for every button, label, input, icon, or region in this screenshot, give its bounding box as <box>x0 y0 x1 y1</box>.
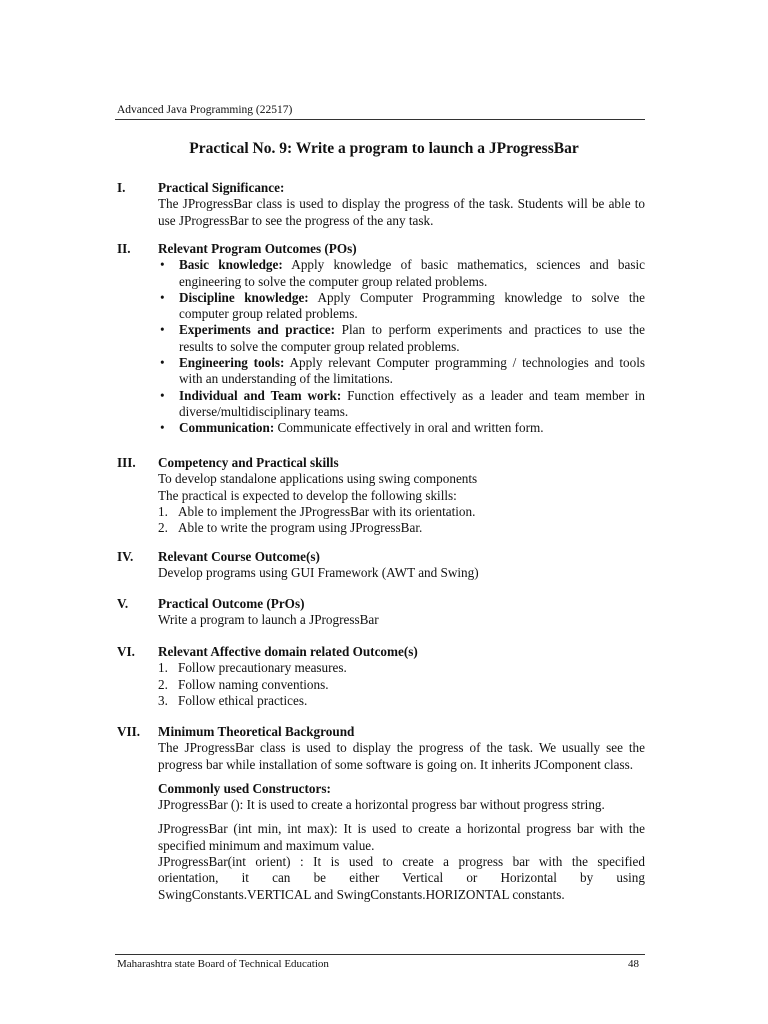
section-heading: Relevant Course Outcome(s) <box>158 549 320 564</box>
list-item: 2. Follow naming conventions. <box>158 676 329 692</box>
section-affective-domain <box>117 644 645 709</box>
section-text: The JProgressBar class is used to display the progress of the task. We usually see the progress bar while installation of some software is going on. It inherits JComponent class. <box>158 740 645 772</box>
outcome-text: Communicate effectively in oral and written form. <box>274 420 544 436</box>
section-number: V. <box>117 596 129 611</box>
section-theoretical-background <box>117 724 645 903</box>
outcome-text: Apply Computer Programming knowledge to solve the computer group related problems. <box>179 289 645 322</box>
section-course-outcome <box>117 549 645 582</box>
section-number: VI. <box>117 644 135 659</box>
section-number: I. <box>117 180 126 195</box>
outcome-text: Plan to perform experiments and practices to use the results to solve the computer group related problems. <box>179 322 645 354</box>
running-header: Advanced Java Programming (22517) <box>117 104 293 116</box>
section-practical-significance <box>117 180 645 229</box>
outcome-label: Basic knowledge: <box>179 257 283 273</box>
skills-list <box>158 504 645 537</box>
section-heading: Practical Significance: <box>158 180 285 195</box>
outcome-item <box>158 290 645 323</box>
section-number: II. <box>117 241 131 256</box>
section-text: To develop standalone applications using swing components <box>158 471 478 487</box>
constructor-description: SwingConstants.VERTICAL and SwingConstants.HORIZONTAL constants. <box>158 886 565 902</box>
list-item: 3. Follow ethical practices. <box>158 692 308 708</box>
section-heading: Competency and Practical skills <box>158 455 339 470</box>
section-text: The JProgressBar class is used to display the progress of the task. Students will be able to use JProgressBar to see the progress of the any task. <box>158 196 645 228</box>
page-number: 48 <box>628 958 639 970</box>
outcome-item <box>158 355 645 388</box>
section-heading: Practical Outcome (PrOs) <box>158 596 305 611</box>
footer-rule <box>115 954 645 955</box>
list-item: 2. Able to write the program using JProgressBar. <box>158 520 423 536</box>
section-number: III. <box>117 455 136 470</box>
section-number: VII. <box>117 724 141 739</box>
section-heading: Relevant Affective domain related Outcome(s) <box>158 644 418 659</box>
outcome-label: Individual and Team work: <box>179 387 342 403</box>
constructor-description: JProgressBar (int min, int max): It is used to create a horizontal progress bar with the specified minimum and maximum value. <box>158 821 645 853</box>
section-heading: Minimum Theoretical Background <box>158 724 355 739</box>
section-number: IV. <box>117 549 134 564</box>
section-competency <box>117 455 645 536</box>
outcome-label: Experiments and practice: <box>179 322 336 338</box>
affective-list <box>158 660 645 709</box>
outcome-label: Discipline knowledge: <box>179 289 309 305</box>
outcome-item <box>158 322 645 355</box>
constructor-description: JProgressBar(int orient) : It is used to create a progress bar with the specified <box>158 854 645 870</box>
outcome-text: Apply knowledge of basic mathematics, sciences and basic engineering to solve the computer group related problems. <box>179 257 646 289</box>
outcome-item <box>158 257 645 290</box>
practical-title: Practical No. 9: Write a program to launch a JProgressBar <box>189 140 579 157</box>
outcome-text: Apply relevant Computer programming / technologies and tools with an understanding of the limitations. <box>179 355 645 387</box>
section-text: The practical is expected to develop the following skills: <box>158 487 457 503</box>
outcome-label: Engineering tools: <box>179 355 285 371</box>
section-heading: Relevant Program Outcomes (POs) <box>158 241 357 256</box>
list-item: 1. Follow precautionary measures. <box>158 660 347 676</box>
constructor-description: JProgressBar (): It is used to create a horizontal progress bar without progress string. <box>158 797 605 813</box>
section-text: Develop programs using GUI Framework (AWT and Swing) <box>158 565 479 581</box>
outcome-text: Function effectively as a leader and team member in diverse/multidisciplinary teams. <box>179 387 645 419</box>
header-rule <box>115 119 645 120</box>
constructor-description: orientation, it can be either Vertical or Horizontal by using <box>158 870 645 886</box>
outcome-item <box>158 388 645 421</box>
list-item: 1. Able to implement the JProgressBar with its orientation. <box>158 503 476 519</box>
program-outcomes-list <box>158 257 645 436</box>
section-practical-outcome <box>117 596 645 629</box>
outcome-label: Communication: <box>179 420 275 436</box>
footer-board: Maharashtra state Board of Technical Education <box>117 958 329 970</box>
outcome-item <box>158 420 645 436</box>
section-text: Write a program to launch a JProgressBar <box>158 612 379 628</box>
subsection-heading: Commonly used Constructors: <box>158 780 331 796</box>
section-program-outcomes <box>117 241 645 437</box>
